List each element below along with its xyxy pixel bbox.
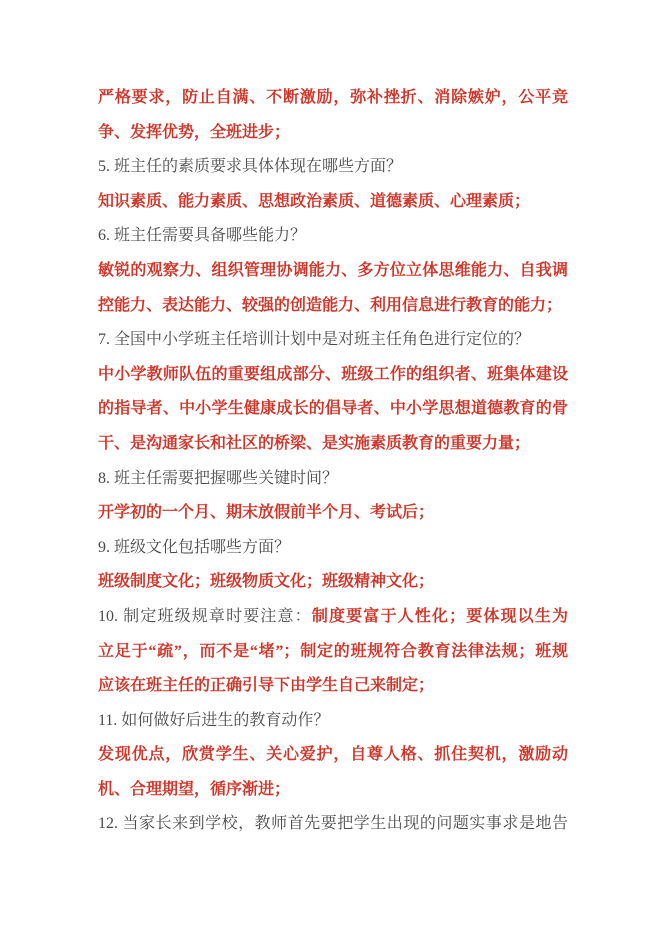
answer-line: 立足于“疏”，而不是“堵”；制定的班规符合教育法律法规；班规 bbox=[98, 642, 568, 660]
answer-line: 的指导者、中小学生健康成长的倡导者、中小学思想道德教育的骨 bbox=[98, 400, 568, 418]
question-line: 11. 如何做好后进生的教育动作？ bbox=[98, 711, 330, 729]
mixed-question-answer-line bbox=[98, 600, 568, 635]
answer-line: 机、合理期望，循序渐进； bbox=[98, 780, 291, 798]
answer-line: 敏锐的观察力、组织管理协调能力、多方位立体思维能力、自我调 bbox=[98, 261, 568, 279]
answer-line: 发现优点，欣赏学生、关心爱护，自尊人格、抓住契机，激励动 bbox=[98, 746, 568, 764]
question-segment: 10. 制定班级规章时要注意： bbox=[98, 607, 312, 625]
document-text-block bbox=[98, 81, 568, 842]
question-line: 9. 班级文化包括哪些方面？ bbox=[98, 538, 291, 556]
answer-line: 开学初的一个月、期末放假前半个月、考试后； bbox=[98, 504, 435, 522]
answer-line: 应该在班主任的正确引导下由学生自己来制定； bbox=[98, 677, 435, 695]
question-line: 12. 当家长来到学校，教师首先要把学生出现的问题实事求是地告 bbox=[98, 815, 568, 833]
answer-line: 班级制度文化；班级物质文化；班级精神文化； bbox=[98, 573, 435, 591]
question-line: 8. 班主任需要把握哪些关键时间？ bbox=[98, 469, 339, 487]
answer-line: 干、是沟通家长和社区的桥梁、是实施素质教育的重要力量； bbox=[98, 434, 531, 452]
answer-line: 中小学教师队伍的重要组成部分、班级工作的组织者、班集体建设 bbox=[98, 365, 568, 383]
answer-line: 知识素质、能力素质、思想政治素质、道德素质、心理素质； bbox=[98, 192, 531, 210]
answer-line: 控能力、表达能力、较强的创造能力、利用信息进行教育的能力； bbox=[98, 296, 563, 314]
question-line: 7. 全国中小学班主任培训计划中是对班主任角色进行定位的？ bbox=[98, 331, 531, 349]
answer-line: 争、发挥优势，全班进步； bbox=[98, 123, 291, 141]
question-line: 5. 班主任的素质要求具体体现在哪些方面？ bbox=[98, 158, 403, 176]
question-line: 6. 班主任需要具备哪些能力？ bbox=[98, 227, 307, 245]
answer-line: 严格要求，防止自满、不断激励，弥补挫折、消除嫉妒，公平竞 bbox=[98, 89, 568, 106]
answer-segment: 制度要富于人性化；要体现以生为 bbox=[311, 607, 568, 625]
